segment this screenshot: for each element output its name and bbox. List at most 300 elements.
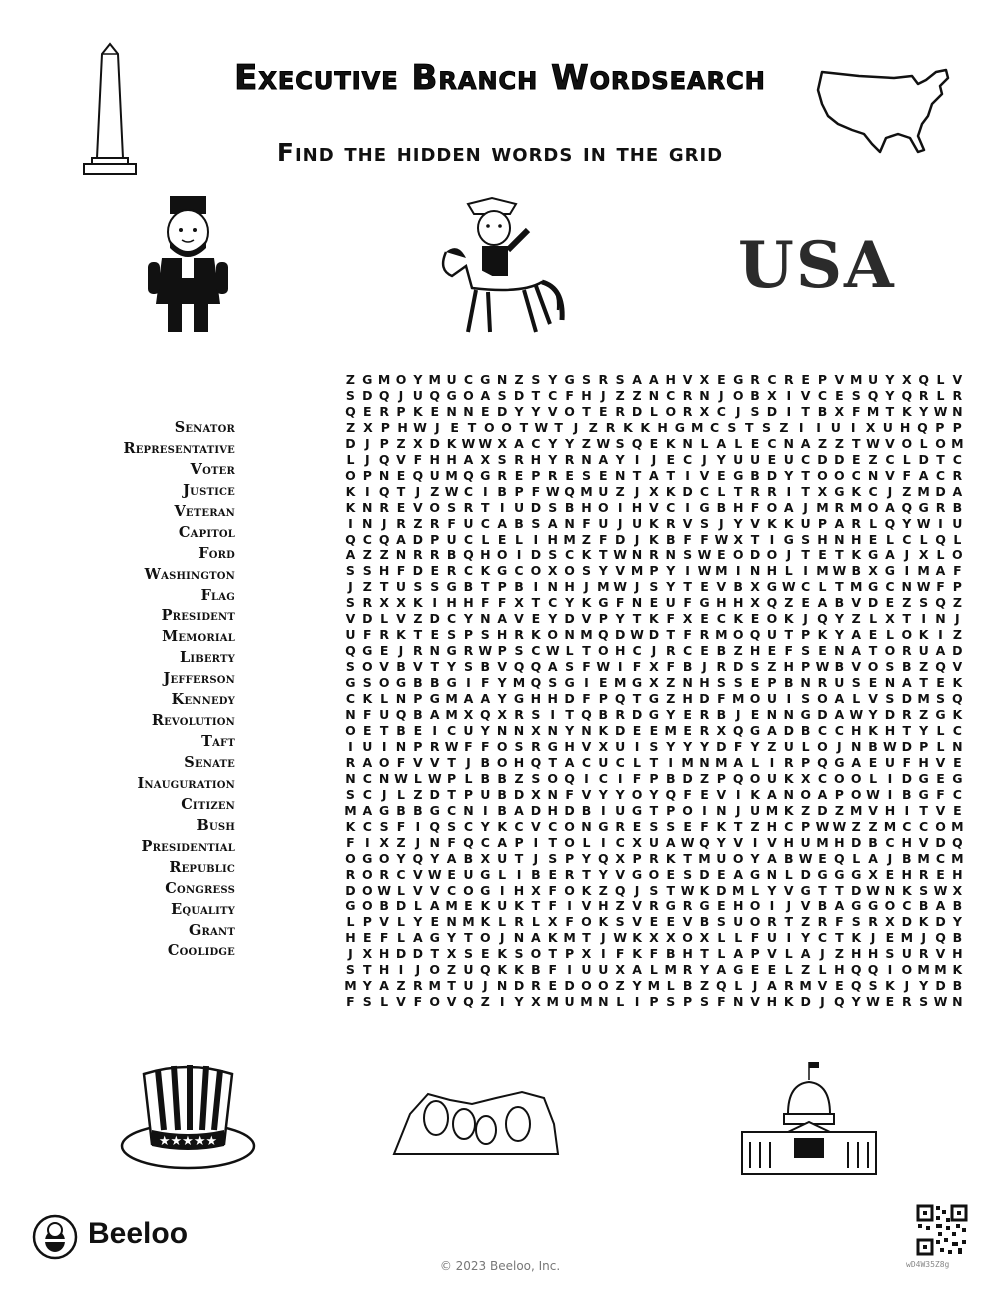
grid-letter: A: [851, 643, 862, 659]
grid-letter: J: [415, 962, 421, 978]
grid-letter: S: [936, 691, 946, 707]
grid-letter: J: [634, 579, 640, 595]
grid-letter: N: [463, 802, 474, 818]
grid-letter: F: [750, 930, 760, 946]
grid-letter: S: [649, 579, 659, 595]
grid-letter: O: [547, 770, 559, 786]
grid-row: [342, 723, 966, 739]
grid-letter: H: [732, 499, 744, 515]
grid-letter: W: [478, 643, 493, 659]
grid-letter: S: [615, 372, 625, 387]
grid-letter: U: [783, 451, 794, 467]
grid-letter: J: [820, 946, 825, 962]
grid-letter: E: [632, 818, 642, 834]
grid-letter: J: [634, 531, 640, 547]
grid-letter: P: [632, 850, 642, 866]
grid-letter: S: [716, 675, 726, 691]
grid-letter: R: [901, 707, 912, 723]
grid-letter: F: [497, 595, 507, 611]
grid-letter: G: [867, 898, 879, 914]
grid-letter: O: [749, 770, 761, 786]
grid-letter: N: [362, 499, 373, 515]
grid-letter: C: [767, 372, 777, 387]
grid-letter: Z: [345, 372, 355, 387]
grid-letter: K: [413, 595, 423, 611]
grid-letter: P: [413, 738, 423, 754]
grid-letter: G: [783, 531, 794, 547]
word-list-item: Bush: [196, 816, 235, 834]
grid-letter: P: [817, 515, 828, 531]
grid-letter: A: [362, 802, 373, 818]
grid-letter: T: [548, 754, 557, 770]
grid-letter: S: [430, 579, 440, 595]
grid-letter: Y: [733, 515, 743, 531]
grid-letter: M: [917, 691, 930, 707]
grid-letter: M: [715, 754, 728, 770]
grid-letter: S: [362, 563, 372, 579]
grid-letter: W: [545, 483, 560, 499]
grid-letter: G: [817, 866, 828, 882]
grid-row: [342, 659, 966, 675]
grid-letter: F: [851, 403, 861, 419]
grid-letter: B: [952, 898, 963, 914]
grid-letter: K: [952, 962, 963, 978]
grid-letter: B: [379, 898, 389, 914]
grid-letter: Z: [632, 387, 642, 403]
grid-letter: Q: [665, 786, 677, 802]
grid-letter: I: [850, 419, 856, 435]
grid-letter: A: [379, 978, 389, 994]
grid-letter: K: [531, 627, 541, 643]
grid-letter: O: [867, 499, 879, 515]
grid-letter: Z: [779, 419, 789, 435]
grid-letter: I: [617, 499, 623, 515]
grid-letter: Z: [834, 946, 844, 962]
grid-letter: C: [446, 802, 457, 818]
grid-letter: L: [717, 483, 726, 499]
grid-letter: D: [429, 786, 440, 802]
grid-letter: H: [547, 802, 558, 818]
grid-letter: Q: [564, 770, 575, 786]
grid-letter: E: [767, 451, 777, 467]
grid-letter: X: [514, 595, 524, 611]
grid-letter: J: [702, 451, 707, 467]
grid-letter: T: [902, 611, 912, 627]
grid-letter: K: [598, 914, 609, 930]
grid-row: [342, 755, 966, 771]
grid-letter: T: [919, 675, 928, 691]
grid-letter: B: [497, 483, 507, 499]
grid-letter: T: [885, 403, 895, 419]
grid-letter: Y: [902, 515, 912, 531]
grid-letter: E: [750, 962, 760, 978]
grid-letter: J: [752, 978, 758, 994]
grid-letter: W: [883, 738, 897, 754]
grid-letter: I: [398, 962, 404, 978]
grid-letter: H: [530, 451, 542, 467]
grid-letter: E: [700, 579, 709, 595]
grid-letter: T: [447, 754, 456, 770]
grid-letter: Z: [346, 419, 356, 435]
grid-letter: X: [497, 435, 507, 451]
grid-letter: P: [801, 818, 811, 834]
grid-letter: F: [363, 627, 372, 643]
grid-letter: R: [514, 451, 524, 467]
grid-letter: M: [917, 850, 930, 866]
grid-letter: Q: [378, 387, 390, 403]
grid-letter: T: [666, 467, 676, 483]
grid-letter: R: [564, 451, 575, 467]
grid-letter: Q: [614, 691, 626, 707]
grid-letter: U: [749, 451, 761, 467]
grid-letter: F: [717, 994, 726, 1010]
grid-letter: J: [415, 834, 421, 850]
grid-letter: O: [901, 962, 913, 978]
grid-letter: S: [885, 659, 895, 675]
grid-letter: E: [885, 866, 895, 882]
grid-letter: Y: [716, 451, 726, 467]
grid-letter: O: [648, 866, 660, 882]
grid-letter: Q: [395, 707, 407, 723]
grid-letter: V: [649, 499, 659, 515]
page-subtitle: Find the hidden words in the grid: [276, 138, 724, 167]
grid-letter: T: [683, 850, 692, 866]
grid-letter: A: [564, 754, 575, 770]
word-list-item: Grant: [188, 921, 235, 939]
grid-letter: S: [514, 738, 524, 754]
grid-letter: S: [548, 547, 558, 563]
grid-letter: O: [361, 659, 373, 675]
grid-letter: Q: [884, 515, 896, 531]
grid-letter: Z: [801, 802, 811, 818]
grid-letter: I: [735, 786, 741, 802]
grid-letter: C: [919, 818, 929, 834]
grid-letter: I: [769, 898, 775, 914]
grid-letter: H: [547, 691, 558, 707]
grid-letter: D: [345, 435, 356, 451]
grid-letter: R: [682, 387, 693, 403]
grid-letter: R: [463, 643, 474, 659]
grid-letter: X: [531, 882, 541, 898]
grid-letter: I: [482, 802, 488, 818]
grid-letter: U: [615, 802, 626, 818]
grid-letter: I: [432, 722, 438, 738]
grid-letter: O: [564, 403, 575, 419]
grid-letter: C: [565, 547, 575, 563]
grid-letter: X: [463, 707, 474, 723]
grid-letter: U: [800, 834, 811, 850]
grid-letter: K: [783, 770, 794, 786]
grid-row: [342, 372, 966, 388]
grid-letter: U: [395, 579, 407, 595]
grid-letter: O: [429, 499, 441, 515]
grid-letter: O: [732, 547, 744, 563]
grid-letter: R: [918, 866, 929, 882]
grid-letter: G: [429, 802, 440, 818]
grid-letter: V: [531, 818, 541, 834]
grid-letter: R: [429, 515, 440, 531]
word-list-item: Memorial: [162, 628, 235, 646]
grid-letter: G: [446, 579, 457, 595]
word-list-item: Representative: [123, 439, 235, 457]
grid-letter: C: [868, 483, 878, 499]
grid-letter: E: [936, 675, 945, 691]
grid-letter: S: [919, 595, 929, 611]
grid-letter: Y: [801, 930, 811, 946]
grid-letter: Y: [666, 563, 676, 579]
grid-row: [342, 643, 966, 659]
grid-letter: T: [632, 467, 642, 483]
grid-letter: G: [867, 547, 879, 563]
grid-letter: D: [901, 770, 912, 786]
grid-letter: V: [935, 946, 946, 962]
grid-letter: A: [716, 962, 727, 978]
grid-letter: A: [446, 850, 457, 866]
grid-letter: K: [649, 531, 659, 547]
grid-letter: J: [364, 451, 370, 467]
grid-letter: M: [664, 722, 677, 738]
grid-letter: S: [447, 499, 457, 515]
grid-letter: O: [479, 930, 491, 946]
grid-letter: H: [766, 994, 778, 1010]
grid-letter: E: [818, 643, 827, 659]
grid-letter: Q: [614, 882, 626, 898]
grid-letter: H: [657, 419, 668, 435]
grid-letter: T: [548, 834, 557, 850]
grid-letter: R: [379, 627, 389, 643]
grid-row: [342, 771, 966, 787]
grid-letter: I: [803, 563, 808, 579]
grid-letter: X: [615, 850, 625, 866]
grid-letter: Q: [935, 930, 946, 946]
grid-letter: E: [396, 499, 406, 515]
grid-letter: R: [665, 515, 676, 531]
grid-letter: Y: [514, 403, 524, 419]
grid-letter: M: [512, 675, 526, 691]
grid-letter: I: [786, 691, 792, 707]
grid-letter: F: [481, 675, 490, 691]
grid-letter: P: [497, 643, 507, 659]
grid-letter: V: [446, 994, 457, 1010]
grid-letter: M: [951, 850, 964, 866]
grid-letter: H: [918, 754, 929, 770]
grid-letter: G: [674, 419, 686, 435]
grid-letter: E: [649, 435, 659, 451]
grid-letter: K: [514, 898, 524, 914]
grid-letter: V: [733, 834, 744, 850]
grid-letter: X: [547, 563, 558, 579]
grid-letter: I: [904, 802, 910, 818]
grid-letter: K: [632, 930, 642, 946]
grid-letter: G: [699, 499, 710, 515]
grid-letter: N: [429, 834, 440, 850]
grid-row: [342, 563, 966, 579]
grid-letter: Z: [581, 435, 591, 451]
grid-letter: D: [817, 802, 828, 818]
grid-letter: U: [766, 691, 777, 707]
grid-letter: N: [429, 643, 440, 659]
grid-letter: S: [683, 547, 693, 563]
grid-letter: S: [447, 627, 457, 643]
grid-letter: L: [582, 834, 591, 850]
grid-letter: N: [345, 770, 356, 786]
grid-letter: A: [649, 372, 659, 387]
grid-letter: A: [632, 372, 642, 387]
grid-letter: F: [683, 627, 692, 643]
grid-letter: X: [865, 419, 876, 435]
grid-letter: Y: [548, 451, 558, 467]
grid-letter: R: [446, 563, 457, 579]
grid-letter: I: [816, 419, 821, 435]
grid-letter: S: [885, 946, 895, 962]
grid-letter: E: [363, 930, 372, 946]
grid-letter: T: [649, 802, 659, 818]
grid-letter: J: [719, 387, 724, 403]
grid-letter: B: [834, 659, 845, 675]
grid-letter: U: [766, 770, 777, 786]
grid-letter: P: [683, 994, 693, 1010]
grid-letter: E: [683, 818, 692, 834]
grid-letter: R: [615, 707, 625, 723]
grid-letter: I: [381, 738, 387, 754]
grid-letter: E: [953, 802, 962, 818]
grid-letter: P: [919, 738, 929, 754]
grid-letter: E: [885, 994, 895, 1010]
grid-letter: Y: [699, 962, 709, 978]
grid-letter: Z: [868, 818, 878, 834]
grid-letter: D: [530, 547, 542, 563]
grid-letter: K: [497, 946, 507, 962]
grid-letter: B: [750, 387, 760, 403]
grid-row: [342, 739, 966, 755]
grid-letter: L: [902, 451, 911, 467]
grid-letter: O: [817, 691, 828, 707]
grid-letter: U: [463, 722, 474, 738]
grid-letter: X: [363, 419, 373, 435]
grid-letter: A: [665, 834, 676, 850]
grid-letter: Y: [666, 738, 676, 754]
grid-letter: D: [395, 898, 407, 914]
grid-letter: K: [480, 563, 491, 579]
grid-letter: Z: [902, 483, 912, 499]
grid-letter: E: [430, 563, 439, 579]
grid-letter: G: [834, 754, 845, 770]
grid-letter: M: [816, 563, 829, 579]
grid-letter: A: [885, 499, 895, 515]
grid-letter: F: [649, 946, 659, 962]
grid-letter: K: [918, 627, 929, 643]
grid-letter: O: [581, 978, 592, 994]
grid-letter: Y: [531, 403, 541, 419]
grid-letter: G: [513, 691, 525, 707]
grid-letter: Z: [514, 770, 524, 786]
grid-letter: B: [564, 499, 575, 515]
grid-letter: I: [786, 403, 792, 419]
grid-letter: L: [346, 914, 355, 930]
grid-letter: G: [480, 372, 491, 387]
grid-letter: O: [682, 802, 693, 818]
grid-letter: N: [395, 738, 407, 754]
grid-letter: T: [447, 786, 456, 802]
grid-letter: Q: [598, 627, 609, 643]
grid-letter: S: [885, 691, 895, 707]
grid-letter: S: [649, 882, 659, 898]
grid-letter: A: [935, 643, 946, 659]
grid-letter: J: [803, 611, 808, 627]
grid-letter: A: [649, 467, 659, 483]
grid-letter: B: [716, 643, 727, 659]
grid-letter: Z: [588, 419, 598, 435]
grid-letter: Z: [952, 627, 962, 643]
grid-letter: L: [818, 579, 827, 595]
grid-letter: H: [581, 499, 592, 515]
grid-letter: R: [767, 483, 777, 499]
grid-letter: S: [531, 770, 541, 786]
grid-letter: B: [902, 659, 912, 675]
grid-letter: O: [749, 914, 761, 930]
grid-letter: V: [885, 467, 895, 483]
grid-letter: B: [531, 866, 541, 882]
grid-letter: H: [867, 946, 879, 962]
page-title: Executive Branch Wordsearch: [234, 58, 766, 98]
grid-letter: Q: [766, 595, 778, 611]
grid-letter: B: [497, 770, 507, 786]
grid-letter: O: [496, 754, 508, 770]
grid-letter: L: [397, 930, 405, 946]
grid-letter: A: [632, 962, 642, 978]
grid-letter: N: [345, 707, 356, 723]
grid-letter: U: [463, 866, 474, 882]
grid-letter: B: [784, 850, 794, 866]
grid-letter: N: [716, 802, 727, 818]
grid-letter: T: [801, 483, 810, 499]
grid-letter: T: [430, 659, 439, 675]
grid-letter: V: [379, 659, 389, 675]
grid-letter: A: [800, 435, 811, 451]
grid-letter: T: [430, 946, 439, 962]
grid-letter: M: [445, 691, 458, 707]
grid-letter: L: [734, 978, 743, 994]
grid-letter: M: [546, 994, 559, 1010]
grid-letter: W: [596, 435, 611, 451]
grid-letter: I: [668, 754, 674, 770]
grid-letter: T: [700, 946, 709, 962]
grid-letter: R: [615, 818, 625, 834]
grid-letter: C: [446, 882, 457, 898]
grid-letter: K: [851, 930, 862, 946]
grid-letter: L: [397, 914, 405, 930]
grid-letter: U: [598, 754, 609, 770]
grid-letter: E: [413, 722, 423, 738]
grid-letter: F: [683, 786, 692, 802]
grid-letter: F: [396, 818, 406, 834]
grid-letter: T: [363, 962, 372, 978]
grid-letter: S: [666, 818, 676, 834]
grid-letter: S: [615, 435, 625, 451]
grid-letter: R: [750, 483, 760, 499]
grid-letter: N: [496, 372, 508, 387]
grid-letter: Y: [396, 850, 406, 866]
grid-letter: Y: [430, 850, 440, 866]
grid-letter: T: [649, 754, 659, 770]
grid-letter: R: [834, 499, 845, 515]
grid-letter: S: [345, 595, 355, 611]
grid-letter: Q: [463, 994, 474, 1010]
grid-letter: O: [564, 563, 575, 579]
grid-row: [342, 500, 966, 516]
grid-letter: G: [834, 866, 845, 882]
grid-letter: P: [380, 419, 390, 435]
